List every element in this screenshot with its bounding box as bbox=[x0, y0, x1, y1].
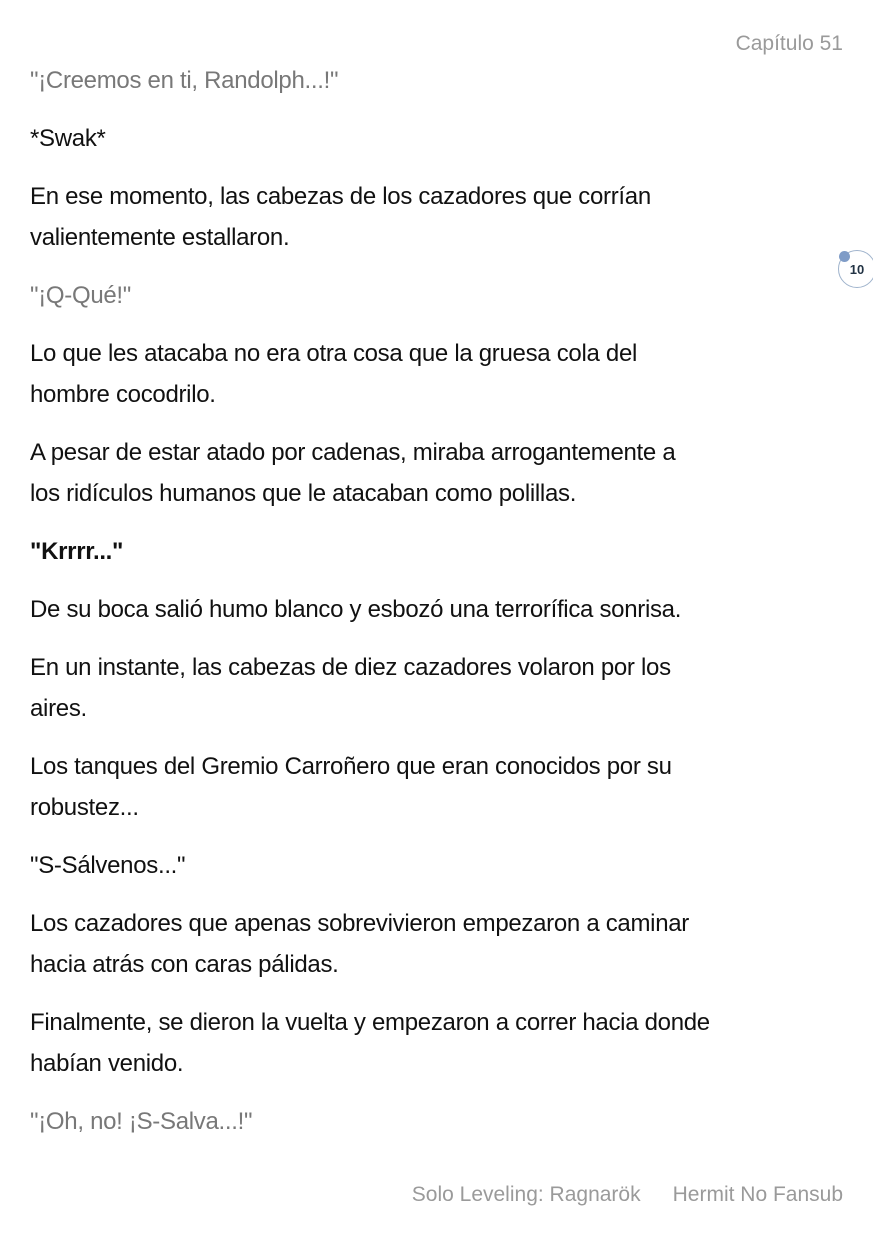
text-line: Los tanques del Gremio Carroñero que eran conocidos por su bbox=[30, 753, 672, 780]
translator-group: Hermit No Fansub bbox=[672, 1183, 843, 1206]
paragraph bbox=[30, 1002, 860, 1084]
paragraph bbox=[30, 647, 860, 729]
text-line: "¡Creemos en ti, Randolph...!" bbox=[30, 67, 339, 94]
chapter-label: Capítulo 51 bbox=[735, 32, 843, 55]
text-line: En un instante, las cabezas de diez cazadores volaron por los bbox=[30, 654, 671, 681]
footer bbox=[412, 1183, 843, 1207]
text-line: Lo que les atacaba no era otra cosa que la gruesa cola del bbox=[30, 340, 638, 367]
text-line: hombre cocodrilo. bbox=[30, 381, 216, 408]
text-line: hacia atrás con caras pálidas. bbox=[30, 951, 339, 978]
text-line: robustez... bbox=[30, 794, 139, 821]
text-line: "Krrrr..." bbox=[30, 538, 124, 565]
paragraph bbox=[30, 333, 860, 415]
text-line: En ese momento, las cabezas de los cazadores que corrían bbox=[30, 183, 651, 210]
paragraph bbox=[30, 531, 860, 572]
page-number: 10 bbox=[849, 261, 865, 277]
bookmark-dot-icon bbox=[839, 251, 850, 262]
paragraph bbox=[30, 432, 860, 514]
paragraph bbox=[30, 275, 860, 316]
text-line: A pesar de estar atado por cadenas, miraba arrogantemente a bbox=[30, 439, 676, 466]
chapter-text bbox=[30, 60, 860, 1159]
text-line: "S-Sálvenos..." bbox=[30, 852, 186, 879]
paragraph bbox=[30, 903, 860, 985]
paragraph bbox=[30, 589, 860, 630]
text-line: De su boca salió humo blanco y esbozó una terrorífica sonrisa. bbox=[30, 596, 682, 623]
text-line: aires. bbox=[30, 695, 87, 722]
paragraph bbox=[30, 845, 860, 886]
paragraph bbox=[30, 746, 860, 828]
text-line: Finalmente, se dieron la vuelta y empezaron a correr hacia donde bbox=[30, 1009, 710, 1036]
paragraph bbox=[30, 60, 860, 101]
text-line: "¡Oh, no! ¡S-Salva...!" bbox=[30, 1108, 253, 1135]
text-line: los ridículos humanos que le atacaban como polillas. bbox=[30, 480, 577, 507]
text-line: habían venido. bbox=[30, 1050, 184, 1077]
text-line: valientemente estallaron. bbox=[30, 224, 290, 251]
text-line: "¡Q-Qué!" bbox=[30, 282, 132, 309]
text-line: Los cazadores que apenas sobrevivieron empezaron a caminar bbox=[30, 910, 689, 937]
text-line: *Swak* bbox=[30, 125, 106, 152]
paragraph bbox=[30, 118, 860, 159]
paragraph bbox=[30, 1101, 860, 1142]
page-number-badge[interactable] bbox=[838, 250, 873, 288]
book-title: Solo Leveling: Ragnarök bbox=[411, 1183, 641, 1206]
paragraph bbox=[30, 176, 860, 258]
